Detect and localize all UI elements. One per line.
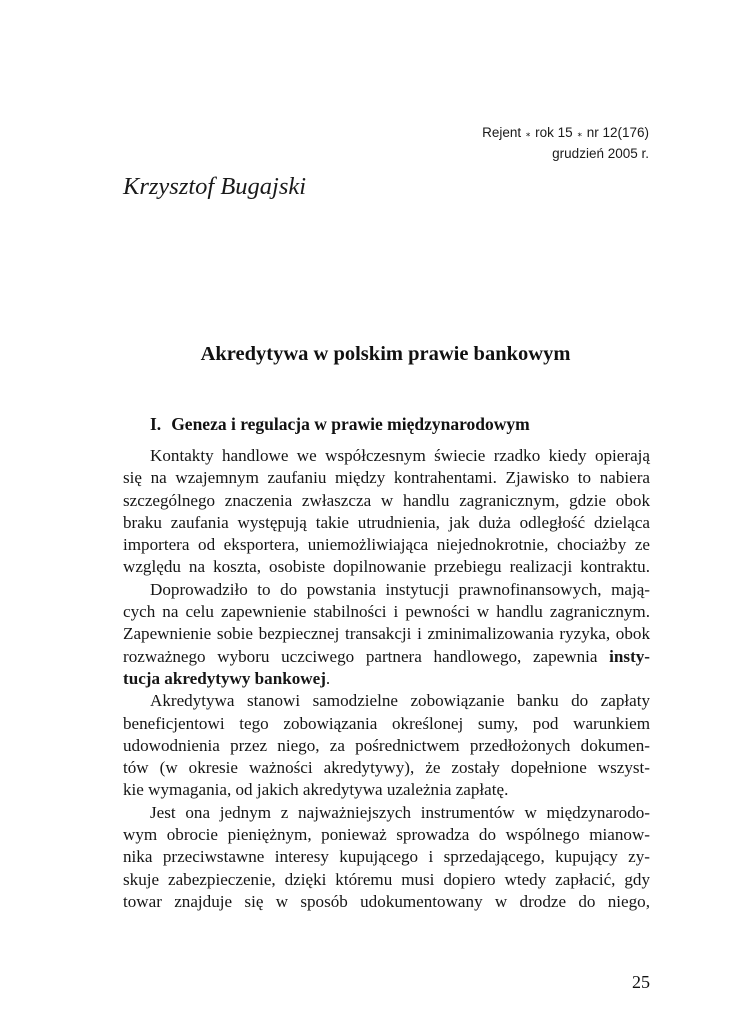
text-line: względu na koszta, osobiste dopilnowanie przebiegu realizacji kontraktu. — [123, 557, 650, 577]
text-line: wym obrocie pieniężnym, ponieważ sprowadza do wspólnego mianow- — [123, 825, 650, 845]
article-body — [123, 445, 650, 913]
journal-issue-line — [482, 123, 649, 144]
text-line: szczególnego znaczenia zwłaszcza w handlu zagranicznym, gdzie obok — [123, 490, 650, 510]
text-line: towar znajduje się w sposób udokumentowany w drodze do niego, — [123, 891, 650, 911]
journal-issue: nr 12(176) — [586, 125, 649, 140]
text-line: braku zaufania występują takie utrudnienia, jak duża odległość dzieląca — [123, 512, 650, 532]
text-line: cych na celu zapewnienie stabilności i pewności w handlu zagranicznym. — [123, 602, 650, 622]
text-line: się na wzajemnym zaufaniu między kontrahentami. Zjawisko to nabiera — [123, 468, 650, 488]
text-line — [123, 668, 650, 690]
text-line: Jest ona jednym z najważniejszych instrumentów w międzynarodo- — [150, 802, 650, 822]
text-segment: rozważnego wyboru uczciwego partnera handlowego, zapewnia — [123, 646, 598, 666]
text-line: importera od eksportera, uniemożliwiająca niejednokrotnie, chociażby ze — [123, 535, 650, 555]
text-line: Zapewnienie sobie bezpiecznej transakcji i zminimalizowania ryzyka, obok — [123, 624, 650, 644]
section-heading — [150, 414, 530, 435]
paragraph — [123, 579, 650, 690]
text-line: nika przeciwstawne interesy kupującego i sprzedającego, kupujący zy- — [123, 847, 650, 867]
section-number: I. — [150, 414, 162, 434]
bold-term: tucja akredytywy bankowej — [123, 668, 326, 688]
paragraph — [123, 802, 650, 913]
article-title: Akredytywa w polskim prawie bankowym — [200, 343, 571, 365]
text-line — [123, 646, 650, 668]
author-name: Krzysztof Bugajski — [123, 173, 307, 200]
bold-term: insty- — [609, 646, 650, 666]
journal-year: rok 15 — [535, 125, 573, 140]
text-line: beneficjentowi tego zobowiązania określonej sumy, pod warunkiem — [123, 713, 650, 733]
text-line: Doprowadziło to do powstania instytucji prawnofinansowych, mają- — [150, 579, 650, 599]
separator-star-icon: ⁎ — [577, 128, 582, 138]
text-line: Akredytywa stanowi samodzielne zobowiązanie banku do zapłaty — [150, 691, 650, 711]
section-title: Geneza i regulacja w prawie międzynarodowym — [171, 414, 530, 434]
text-line: Kontakty handlowe we współczesnym świecie rzadko kiedy opierają — [150, 446, 650, 465]
text-line: udowodnienia przez niego, za pośrednictwem przedłożonych dokumen- — [123, 735, 650, 755]
text-segment: . — [325, 668, 331, 688]
page-number: 25 — [632, 972, 650, 992]
paragraph — [123, 690, 650, 801]
journal-date: grudzień 2005 r. — [552, 146, 649, 161]
separator-star-icon: ⁎ — [525, 128, 531, 138]
text-line: kie wymagania, od jakich akredytywa uzależnia zapłatę. — [123, 780, 509, 800]
paragraph — [123, 445, 650, 579]
text-line: tów (w okresie ważności akredytywy), że zostały dopełnione wszyst- — [123, 758, 650, 778]
text-line: skuje zabezpieczenie, dzięki któremu musi dopiero wtedy zapłacić, gdy — [123, 869, 650, 889]
journal-name: Rejent — [482, 125, 522, 140]
journal-header — [482, 123, 649, 163]
